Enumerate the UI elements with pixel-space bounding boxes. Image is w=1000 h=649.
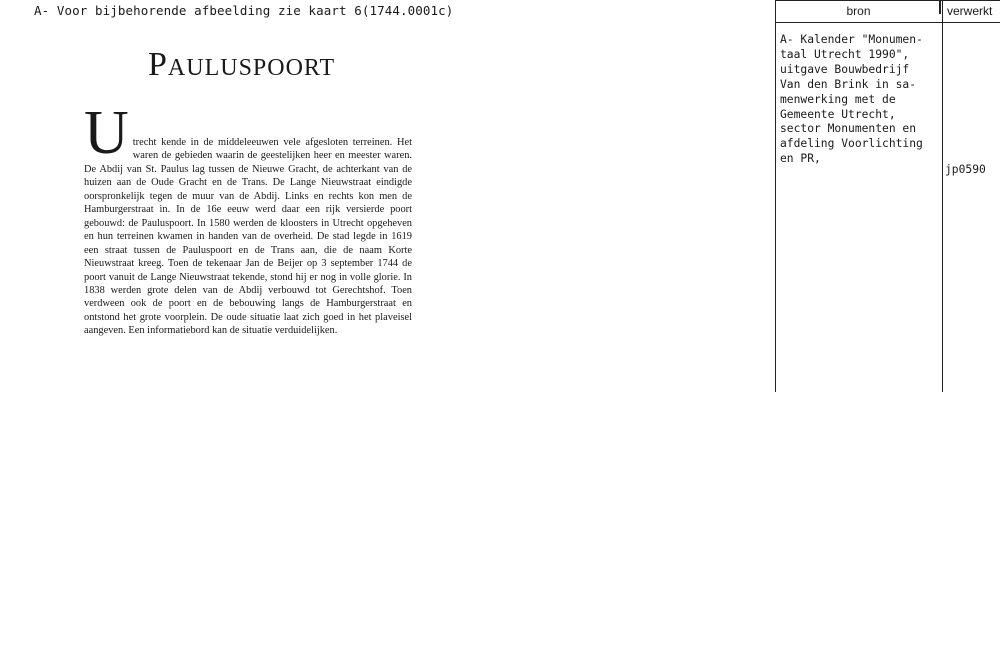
source-citation: A- Kalender "Monumen- taal Utrecht 1990", uitgave Bouwbedrijf Van den Brink in sa- menwerking met de Gemeente Utrecht, sector Monumenten en afdeling Voorlichting en PR, xyxy=(780,33,923,166)
drop-cap: U xyxy=(84,99,129,167)
column-header-bron: bron xyxy=(846,4,871,18)
header-rule-bottom xyxy=(775,22,1000,23)
article-title: Pauluspoort xyxy=(148,46,336,83)
article-text: trecht kende in de middeleeuwen vele afgesloten terreinen. Het waren de gebieden waarin de geestelijken heer en meester waren. De Abdij van St. Paulus lag tussen de Nieuwe Gracht, de achterkant van de huizen aan de Oude Gracht en de Trans. De Lange Nieuwstraat eindigde oorspronkelijk tegen de muur van de Abdij. Links en rechts kon men de Hamburgerstraat in. In de 16e eeuw werd daar een rijk versierde poort gebouwd: de Pauluspoort. In 1580 werden de kloosters in Utrecht opgeheven en hun terreinen kwamen in handen van de overheid. De stad legde in 1619 een straat tussen de Pauluspoort en de Trans aan, die de naam Korte Nieuwstraat kreeg. Toen de tekenaar Jan de Beijer op 3 september 1744 de poort vanuit de Lange Nieuwstraat tekende, stond hij er nog in volle glorie. In 1838 werden grote delen van de Abdij verbouwd tot Gerechtshof. Toen verdween ook de poort en de bebouwing langs de Hamburgerstraat en ontstond het grote voorplein. De oude situatie laat zich goed in het plaveisel aangeven. Een informatiebord kan de situatie verduidelijken. xyxy=(84,137,412,337)
tick-mark xyxy=(939,0,941,14)
processed-code: jp0590 xyxy=(945,163,986,176)
column-header-verwerkt: verwerkt xyxy=(947,4,993,18)
header-note: A- Voor bijbehorende afbeelding zie kaart 6(1744.0001c) xyxy=(34,3,454,18)
article-body xyxy=(84,99,412,338)
column-divider-middle xyxy=(942,0,943,392)
header-rule-top xyxy=(775,0,1000,1)
column-divider-left xyxy=(775,0,776,392)
